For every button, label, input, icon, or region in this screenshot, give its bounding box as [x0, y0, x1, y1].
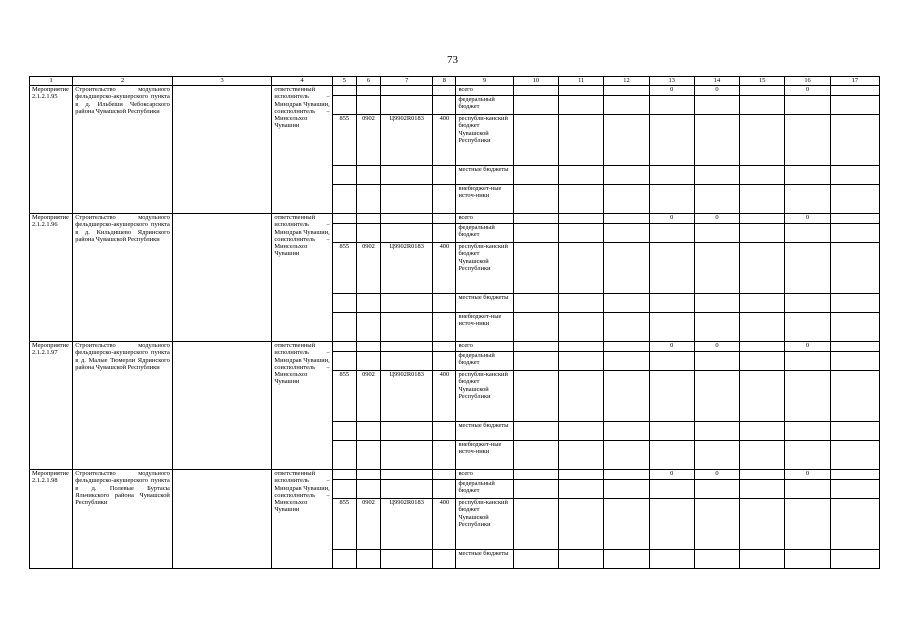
page-number: 73	[447, 54, 458, 66]
table-row	[30, 470, 880, 480]
value-cell	[513, 371, 558, 422]
value-cell	[649, 115, 694, 166]
column-header: 5	[332, 77, 356, 86]
funding-source: всего	[456, 86, 513, 96]
total-value: 0	[649, 214, 694, 224]
empty-cell	[332, 480, 356, 499]
value-cell	[649, 550, 694, 569]
value-cell	[830, 352, 879, 371]
value-cell	[830, 294, 879, 313]
empty-cell	[356, 86, 380, 96]
activity-code: Мероприятие 2.1.2.1.95	[30, 86, 73, 214]
value-cell	[513, 86, 558, 96]
value-cell	[694, 166, 739, 185]
funding-source: всего	[456, 214, 513, 224]
value-cell	[649, 224, 694, 243]
value-cell	[740, 441, 785, 470]
funding-source: всего	[456, 470, 513, 480]
activity-code: Мероприятие 2.1.2.1.98	[30, 470, 73, 569]
total-value: 0	[649, 342, 694, 352]
column-header: 8	[433, 77, 456, 86]
empty-cell	[433, 86, 456, 96]
empty-cell	[356, 294, 380, 313]
total-value: 0	[649, 86, 694, 96]
column-header: 15	[740, 77, 785, 86]
value-cell	[559, 342, 604, 352]
kbk-col5: 855	[332, 499, 356, 550]
value-cell	[604, 342, 649, 352]
value-cell	[740, 313, 785, 342]
empty-cell	[433, 422, 456, 441]
value-cell	[649, 480, 694, 499]
value-cell	[513, 470, 558, 480]
value-cell	[694, 96, 739, 115]
empty-cell	[433, 480, 456, 499]
value-cell	[785, 499, 830, 550]
empty-cell	[356, 96, 380, 115]
value-cell	[559, 352, 604, 371]
value-cell	[830, 185, 879, 214]
empty-cell	[381, 224, 433, 243]
value-cell	[830, 470, 879, 480]
column-header: 1	[30, 77, 73, 86]
value-cell	[513, 550, 558, 569]
empty-cell	[332, 422, 356, 441]
empty-cell	[332, 352, 356, 371]
value-cell	[513, 166, 558, 185]
value-cell	[694, 243, 739, 294]
value-cell	[559, 294, 604, 313]
value-cell	[559, 422, 604, 441]
value-cell	[513, 342, 558, 352]
value-cell	[559, 166, 604, 185]
empty-cell	[433, 214, 456, 224]
value-cell	[740, 224, 785, 243]
value-cell	[694, 294, 739, 313]
value-cell	[559, 214, 604, 224]
value-cell	[830, 224, 879, 243]
kbk-col5: 855	[332, 243, 356, 294]
total-value: 0	[694, 470, 739, 480]
funding-source: федеральный бюджет	[456, 96, 513, 115]
total-value: 0	[694, 342, 739, 352]
value-cell	[694, 422, 739, 441]
value-cell	[559, 115, 604, 166]
value-cell	[740, 342, 785, 352]
value-cell	[559, 185, 604, 214]
value-cell	[513, 422, 558, 441]
empty-cell	[381, 422, 433, 441]
table-row	[30, 214, 880, 224]
empty-cell	[356, 550, 380, 569]
funding-source: местные бюджеты	[456, 550, 513, 569]
funding-source: республи-канский бюджет Чувашской Республики	[456, 243, 513, 294]
total-value: 0	[694, 214, 739, 224]
table-row	[30, 86, 880, 96]
value-cell	[604, 313, 649, 342]
column-header: 4	[272, 77, 332, 86]
value-cell	[740, 470, 785, 480]
total-value: 0	[785, 470, 830, 480]
funding-source: внебюджет-ные источ-ники	[456, 313, 513, 342]
value-cell	[513, 96, 558, 115]
value-cell	[604, 115, 649, 166]
kbk-col7: Ц9902R0183	[381, 243, 433, 294]
executor-cell: ответственный исполнитель – Минздрав Чувашии, соисполнитель – Минсельхоз Чувашии	[272, 470, 332, 569]
value-cell	[559, 96, 604, 115]
value-cell	[740, 294, 785, 313]
empty-cell	[381, 550, 433, 569]
value-cell	[604, 499, 649, 550]
value-cell	[649, 499, 694, 550]
kbk-col8: 400	[433, 115, 456, 166]
funding-source: всего	[456, 342, 513, 352]
value-cell	[513, 214, 558, 224]
value-cell	[830, 115, 879, 166]
table-row	[30, 342, 880, 352]
activity-code: Мероприятие 2.1.2.1.96	[30, 214, 73, 342]
column-header: 16	[785, 77, 830, 86]
value-cell	[740, 96, 785, 115]
value-cell	[649, 243, 694, 294]
empty-cell	[381, 342, 433, 352]
empty-cell	[332, 214, 356, 224]
value-cell	[604, 243, 649, 294]
value-cell	[513, 185, 558, 214]
value-cell	[740, 371, 785, 422]
executor-cell: ответственный исполнитель – Минздрав Чувашии, соисполнитель – Минсельхоз Чувашии	[272, 342, 332, 470]
value-cell	[830, 86, 879, 96]
value-cell	[694, 115, 739, 166]
empty-cell	[332, 342, 356, 352]
kbk-col8: 400	[433, 499, 456, 550]
funding-source: внебюджет-ные источ-ники	[456, 441, 513, 470]
total-value: 0	[649, 470, 694, 480]
empty-cell	[356, 166, 380, 185]
empty-cell	[172, 470, 272, 569]
empty-cell	[381, 441, 433, 470]
value-cell	[649, 422, 694, 441]
column-header: 14	[694, 77, 739, 86]
column-header: 3	[172, 77, 272, 86]
value-cell	[513, 352, 558, 371]
value-cell	[559, 470, 604, 480]
value-cell	[513, 294, 558, 313]
empty-cell	[356, 313, 380, 342]
value-cell	[559, 550, 604, 569]
value-cell	[649, 352, 694, 371]
value-cell	[694, 185, 739, 214]
funding-source: федеральный бюджет	[456, 480, 513, 499]
empty-cell	[356, 214, 380, 224]
empty-cell	[433, 224, 456, 243]
empty-cell	[381, 470, 433, 480]
empty-cell	[381, 294, 433, 313]
empty-cell	[332, 470, 356, 480]
empty-cell	[172, 214, 272, 342]
value-cell	[830, 480, 879, 499]
empty-cell	[332, 313, 356, 342]
empty-cell	[332, 441, 356, 470]
empty-cell	[332, 185, 356, 214]
funding-source: федеральный бюджет	[456, 352, 513, 371]
value-cell	[604, 166, 649, 185]
value-cell	[785, 166, 830, 185]
value-cell	[694, 480, 739, 499]
value-cell	[604, 441, 649, 470]
value-cell	[513, 499, 558, 550]
empty-cell	[356, 470, 380, 480]
funding-source: местные бюджеты	[456, 422, 513, 441]
funding-source: местные бюджеты	[456, 294, 513, 313]
activity-name: Строительство модульного фельдшерско-акушерского пункта в д. Ильбеши Чебоксарского района Чувашской Республики	[73, 86, 173, 214]
total-value: 0	[785, 214, 830, 224]
activity-name: Строительство модульного фельдшерско-акушерского пункта в д. Кильдишево Ядринского района Чувашской Республики	[73, 214, 173, 342]
total-value: 0	[785, 86, 830, 96]
empty-cell	[381, 166, 433, 185]
value-cell	[830, 422, 879, 441]
value-cell	[559, 86, 604, 96]
empty-cell	[172, 86, 272, 214]
kbk-col6: 0902	[356, 499, 380, 550]
empty-cell	[332, 224, 356, 243]
value-cell	[785, 185, 830, 214]
value-cell	[740, 185, 785, 214]
value-cell	[785, 243, 830, 294]
empty-cell	[433, 441, 456, 470]
column-header-row	[30, 77, 880, 86]
value-cell	[649, 313, 694, 342]
executor-cell: ответственный исполнитель – Минздрав Чувашии, соисполнитель – Минсельхоз Чувашии	[272, 214, 332, 342]
empty-cell	[433, 185, 456, 214]
empty-cell	[356, 342, 380, 352]
value-cell	[649, 166, 694, 185]
value-cell	[740, 243, 785, 294]
value-cell	[604, 86, 649, 96]
empty-cell	[332, 294, 356, 313]
value-cell	[604, 224, 649, 243]
empty-cell	[381, 185, 433, 214]
value-cell	[785, 480, 830, 499]
empty-cell	[356, 185, 380, 214]
empty-cell	[381, 313, 433, 342]
value-cell	[785, 422, 830, 441]
value-cell	[604, 422, 649, 441]
empty-cell	[356, 480, 380, 499]
value-cell	[694, 313, 739, 342]
empty-cell	[356, 224, 380, 243]
value-cell	[830, 550, 879, 569]
value-cell	[830, 313, 879, 342]
value-cell	[830, 371, 879, 422]
value-cell	[649, 441, 694, 470]
value-cell	[559, 224, 604, 243]
funding-source: республи-канский бюджет Чувашской Республики	[456, 499, 513, 550]
column-header: 17	[830, 77, 879, 86]
value-cell	[740, 86, 785, 96]
empty-cell	[433, 342, 456, 352]
kbk-col5: 855	[332, 115, 356, 166]
value-cell	[740, 166, 785, 185]
value-cell	[740, 550, 785, 569]
value-cell	[604, 294, 649, 313]
value-cell	[785, 294, 830, 313]
value-cell	[604, 480, 649, 499]
empty-cell	[381, 214, 433, 224]
activity-code: Мероприятие 2.1.2.1.97	[30, 342, 73, 470]
value-cell	[559, 441, 604, 470]
value-cell	[830, 243, 879, 294]
empty-cell	[172, 342, 272, 470]
funding-source: республи-канский бюджет Чувашской Республики	[456, 371, 513, 422]
value-cell	[604, 550, 649, 569]
value-cell	[513, 313, 558, 342]
kbk-col8: 400	[433, 371, 456, 422]
kbk-col6: 0902	[356, 115, 380, 166]
funding-source: местные бюджеты	[456, 166, 513, 185]
kbk-col8: 400	[433, 243, 456, 294]
value-cell	[559, 371, 604, 422]
value-cell	[649, 185, 694, 214]
value-cell	[513, 480, 558, 499]
empty-cell	[332, 166, 356, 185]
value-cell	[694, 352, 739, 371]
value-cell	[740, 214, 785, 224]
value-cell	[785, 441, 830, 470]
value-cell	[649, 294, 694, 313]
value-cell	[559, 313, 604, 342]
column-header: 12	[604, 77, 649, 86]
column-header: 9	[456, 77, 513, 86]
value-cell	[694, 441, 739, 470]
value-cell	[830, 96, 879, 115]
empty-cell	[381, 480, 433, 499]
value-cell	[694, 499, 739, 550]
empty-cell	[332, 86, 356, 96]
value-cell	[830, 499, 879, 550]
empty-cell	[381, 96, 433, 115]
kbk-col6: 0902	[356, 371, 380, 422]
kbk-col7: Ц9902R0183	[381, 371, 433, 422]
column-header: 10	[513, 77, 558, 86]
value-cell	[785, 550, 830, 569]
total-value: 0	[785, 342, 830, 352]
value-cell	[785, 224, 830, 243]
column-header: 2	[73, 77, 173, 86]
empty-cell	[381, 352, 433, 371]
value-cell	[559, 243, 604, 294]
empty-cell	[433, 166, 456, 185]
value-cell	[513, 243, 558, 294]
value-cell	[604, 352, 649, 371]
value-cell	[785, 371, 830, 422]
value-cell	[740, 352, 785, 371]
empty-cell	[381, 86, 433, 96]
kbk-col7: Ц9902R0183	[381, 115, 433, 166]
kbk-col6: 0902	[356, 243, 380, 294]
column-header: 13	[649, 77, 694, 86]
value-cell	[513, 441, 558, 470]
activity-name: Строительство модульного фельдшерско-акушерского пункта в д. Малые Тюмерли Ядринского района Чувашской Республики	[73, 342, 173, 470]
value-cell	[740, 499, 785, 550]
column-header: 7	[381, 77, 433, 86]
empty-cell	[433, 294, 456, 313]
value-cell	[559, 480, 604, 499]
value-cell	[513, 224, 558, 243]
value-cell	[604, 185, 649, 214]
value-cell	[604, 371, 649, 422]
executor-cell: ответственный исполнитель – Минздрав Чувашии, соисполнитель – Минсельхоз Чувашии	[272, 86, 332, 214]
funding-source: внебюджет-ные источ-ники	[456, 185, 513, 214]
empty-cell	[433, 96, 456, 115]
empty-cell	[433, 352, 456, 371]
value-cell	[694, 550, 739, 569]
value-cell	[740, 422, 785, 441]
value-cell	[604, 470, 649, 480]
kbk-col5: 855	[332, 371, 356, 422]
value-cell	[513, 115, 558, 166]
value-cell	[694, 224, 739, 243]
empty-cell	[433, 470, 456, 480]
value-cell	[740, 480, 785, 499]
column-header: 11	[559, 77, 604, 86]
column-header: 6	[356, 77, 380, 86]
funding-source: федеральный бюджет	[456, 224, 513, 243]
value-cell	[604, 96, 649, 115]
empty-cell	[356, 422, 380, 441]
total-value: 0	[694, 86, 739, 96]
value-cell	[740, 115, 785, 166]
value-cell	[830, 166, 879, 185]
funding-source: республи-канский бюджет Чувашской Республики	[456, 115, 513, 166]
value-cell	[830, 214, 879, 224]
kbk-col7: Ц9902R0183	[381, 499, 433, 550]
value-cell	[559, 499, 604, 550]
empty-cell	[356, 441, 380, 470]
empty-cell	[332, 96, 356, 115]
program-table	[29, 76, 880, 569]
value-cell	[649, 371, 694, 422]
value-cell	[785, 115, 830, 166]
value-cell	[785, 352, 830, 371]
empty-cell	[332, 550, 356, 569]
empty-cell	[433, 313, 456, 342]
value-cell	[649, 96, 694, 115]
value-cell	[604, 214, 649, 224]
value-cell	[830, 342, 879, 352]
value-cell	[785, 96, 830, 115]
empty-cell	[356, 352, 380, 371]
activity-name: Строительство модульного фельдшерско-акушерского пункта в д. Полевые Буртасы Яльчикского района Чувашской Республики	[73, 470, 173, 569]
value-cell	[694, 371, 739, 422]
value-cell	[830, 441, 879, 470]
empty-cell	[433, 550, 456, 569]
value-cell	[785, 313, 830, 342]
